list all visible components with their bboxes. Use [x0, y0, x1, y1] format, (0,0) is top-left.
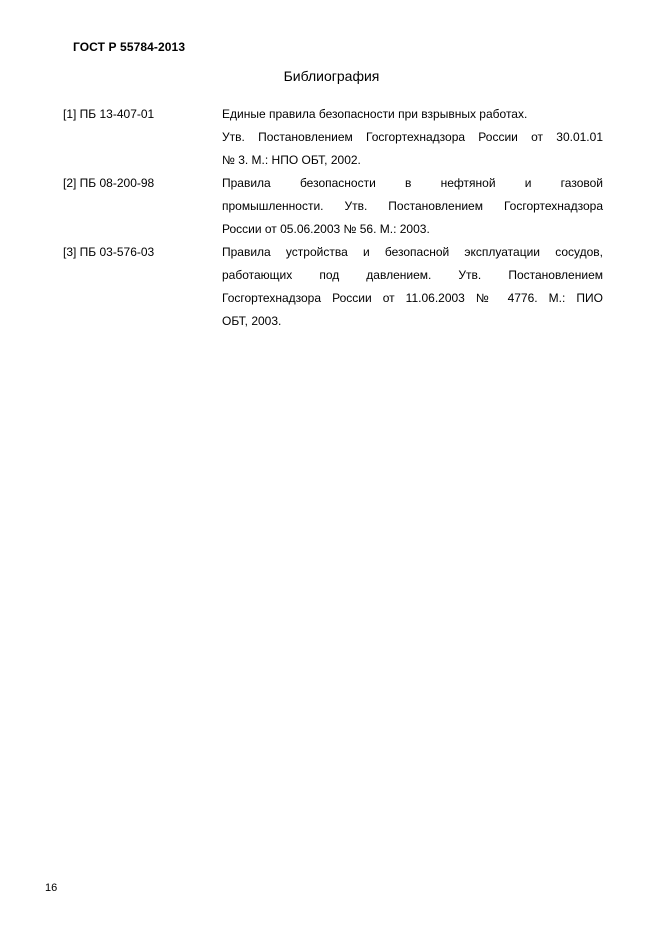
- bibliography-list: [63, 103, 603, 333]
- bibliography-line: Правила устройства и безопасной эксплуатации сосудов,: [222, 245, 603, 259]
- bibliography-ref: [2] ПБ 08-200-98: [63, 176, 155, 190]
- bibliography-line: Госгортехнадзора России от 11.06.2003 № 4776. М.: ПИО: [222, 291, 603, 305]
- bibliography-description: [222, 103, 603, 172]
- bibliography-ref: [3] ПБ 03-576-03: [63, 245, 155, 259]
- section-title: Библиография: [283, 68, 380, 84]
- bibliography-line: № 3. М.: НПО ОБТ, 2002.: [222, 153, 361, 167]
- bibliography-entry: [63, 172, 603, 241]
- bibliography-ref: [1] ПБ 13-407-01: [63, 107, 155, 121]
- bibliography-description: [222, 172, 603, 241]
- bibliography-line: промышленности. Утв. Постановлением Госгортехнадзора: [222, 199, 603, 213]
- bibliography-line: Правила безопасности в нефтяной и газовой: [222, 176, 603, 190]
- page-number: 16: [45, 882, 58, 894]
- bibliography-line: Утв. Постановлением Госгортехнадзора России от 30.01.01: [222, 130, 603, 144]
- bibliography-line: России от 05.06.2003 № 56. М.: 2003.: [222, 222, 430, 236]
- bibliography-entry: [63, 241, 603, 333]
- bibliography-line: работающих под давлением. Утв. Постановлением: [222, 268, 603, 282]
- document-code: ГОСТ Р 55784-2013: [73, 40, 186, 54]
- bibliography-line: Единые правила безопасности при взрывных работах.: [222, 107, 528, 121]
- bibliography-entry: [63, 103, 603, 172]
- bibliography-description: [222, 241, 603, 333]
- bibliography-line: ОБТ, 2003.: [222, 314, 282, 328]
